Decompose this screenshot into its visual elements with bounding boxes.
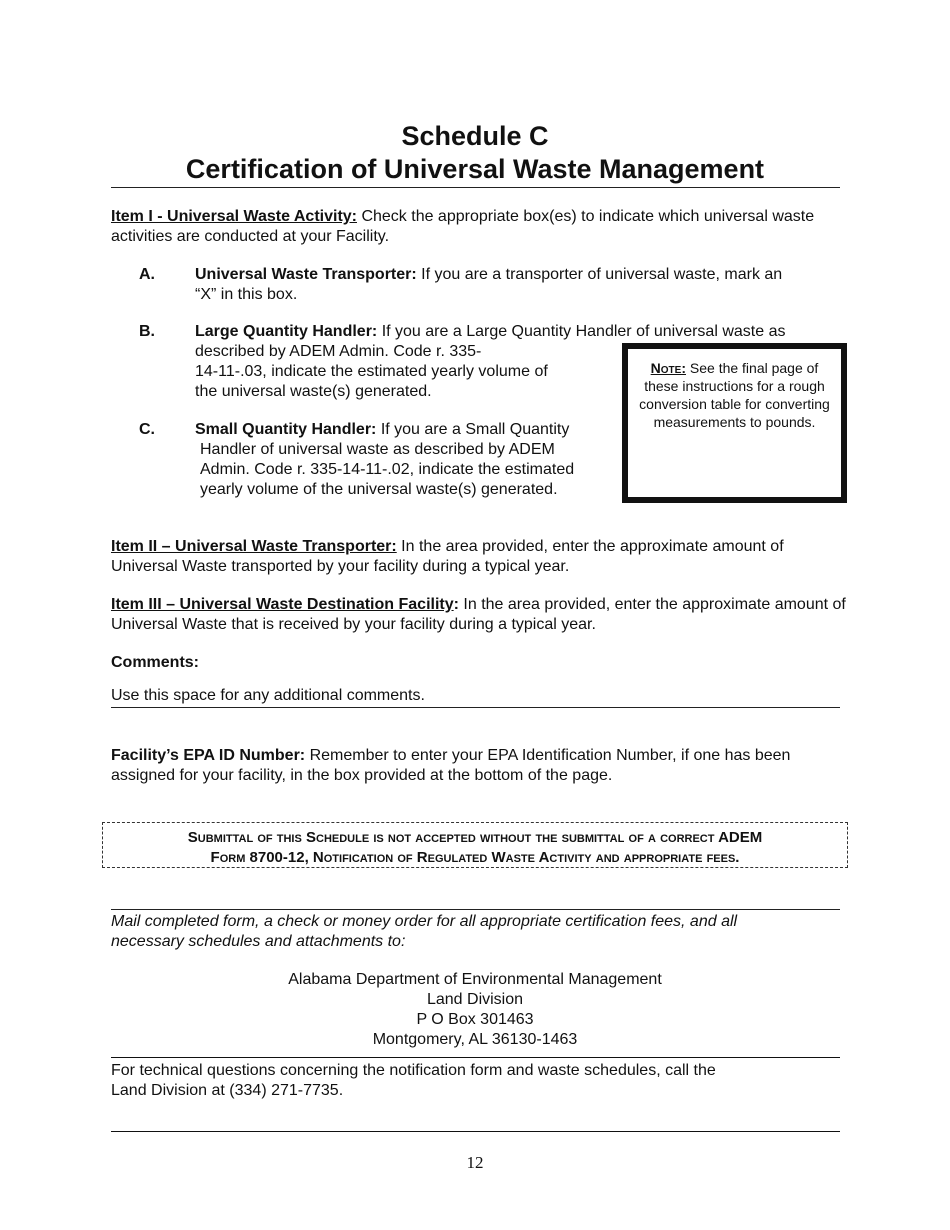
item-c-letter: C. [139,421,155,438]
comments-divider [111,707,840,708]
item-2-text: In the area provided, enter the approximate amount of Universal Waste transported by your facility during a typical year. [111,538,784,575]
item-1-paragraph [111,207,846,247]
item-a-heading: Universal Waste Transporter: [195,266,417,283]
note-label: Note: [650,360,686,376]
item-3-text: In the area provided, enter the approximate amount of Universal Waste that is received by your facility during a typical year. [111,596,846,633]
address-divider [111,1057,840,1058]
submittal-line-2: Form 8700-12, Notification of Regulated Waste Activity and appropriate fees. [210,849,740,866]
item-2-heading: Item II – Universal Waste Transporter: [111,538,397,555]
item-b-letter: B. [139,323,155,340]
address-line-2: Land Division [426,991,524,1008]
page-number: 12 [466,1153,484,1172]
address-line-3: P O Box 301463 [416,1011,534,1028]
technical-contact: For technical questions concerning the notification form and waste schedules, call the Land Division at (334) 271-7735. [111,1062,716,1099]
mail-instructions: Mail completed form, a check or money order for all appropriate certification fees, and all necessary schedules and attachments to: [111,913,738,950]
item-3-paragraph: Item III – Universal Waste Destination Facility: In the area provided, enter the approximate amount of Universal Waste that is received by your facility during a typical year. [111,596,846,633]
title-divider [111,187,840,188]
submittal-line-1: Submittal of this Schedule is not accepted without the submittal of a correct ADEM [187,829,763,846]
item-c-text: Small Quantity Handler: If you are a Small Quantity Handler of universal waste as described by ADEM Admin. Code r. 335-14-11-.02, indicate the estimated yearly volume of the universal waste(s) generated. [195,421,575,498]
comments-heading: Comments: [111,654,200,671]
item-1-text: Check the appropriate box(es) to indicate which universal waste activities are conducted at your Facility. [111,208,815,245]
epa-text: Remember to enter your EPA Identification Number, if one has been assigned for your facility, in the box provided at the bottom of the page. [111,747,791,784]
comments-text: Use this space for any additional comments. [111,687,425,704]
item-3-heading: Item III – Universal Waste Destination Facility [111,596,454,613]
item-b-heading: Large Quantity Handler: [195,323,378,340]
note-text: See the final page of these instructions for a rough conversion table for converting measurements to pounds. [639,360,830,430]
note-box [622,343,847,503]
footer-divider [111,1131,840,1132]
item-a-letter: A. [139,266,155,283]
address-line-1: Alabama Department of Environmental Management [288,971,662,988]
epa-heading: Facility’s EPA ID Number: [111,747,306,764]
item-2-paragraph [111,537,846,577]
address-line-4: Montgomery, AL 36130-1463 [372,1031,578,1048]
item-c-heading: Small Quantity Handler: [195,421,377,438]
item-b-text: Large Quantity Handler: If you are a Large Quantity Handler of universal waste as described by ADEM Admin. Code r. 335- 14-11-.03, indicate the estimated yearly volume of the universal waste(s) generated. [195,323,786,400]
page-title: Schedule C [401,121,549,151]
item-1-heading: Item I - Universal Waste Activity: [111,208,357,225]
epa-paragraph [111,746,846,786]
address-block [0,970,950,1050]
item-a-text: Universal Waste Transporter: If you are a transporter of universal waste, mark an “X” in this box. [195,266,783,303]
page-subtitle: Certification of Universal Waste Management [185,154,765,184]
mail-divider [111,909,840,910]
submittal-notice [102,822,848,868]
